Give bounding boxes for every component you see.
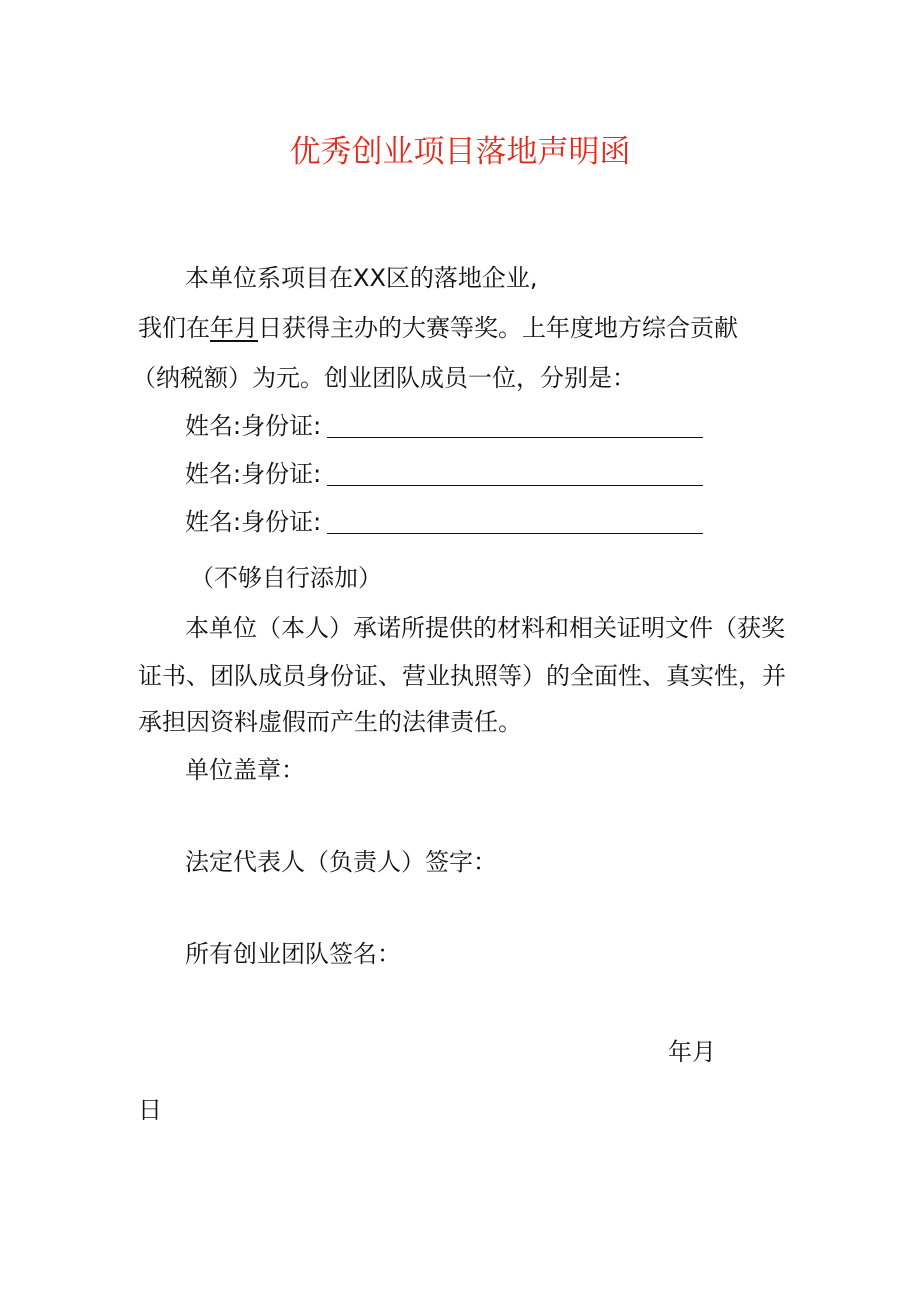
add-more-note: （不够自行添加） bbox=[190, 564, 382, 592]
member-blank-line bbox=[327, 461, 703, 486]
intro-line-1: 本单位系项目在XX区的落地企业, bbox=[185, 264, 538, 292]
award-date-ym: 年月 bbox=[210, 314, 258, 342]
date-year-month: 年月 bbox=[668, 1038, 716, 1066]
member-row bbox=[185, 458, 703, 490]
promise-line-2: 证书、团队成员身份证、营业执照等）的全面性、真实性，并 bbox=[138, 662, 786, 690]
intro-line-3: （纳税额）为元。创业团队成员一位，分别是： bbox=[132, 364, 636, 392]
intro-line-2-b: 日获得主办的大赛等奖。上年度地方综合贡献 bbox=[258, 314, 738, 342]
member-label: 姓名:身份证: bbox=[185, 412, 322, 440]
intro-line-2 bbox=[138, 312, 738, 344]
member-label: 姓名:身份证: bbox=[185, 460, 322, 488]
team-sign-label: 所有创业团队签名： bbox=[185, 940, 401, 968]
date-day: 日 bbox=[138, 1096, 162, 1124]
member-blank-line bbox=[327, 509, 703, 534]
promise-line-3: 承担因资料虚假而产生的法律责任。 bbox=[138, 708, 522, 736]
member-label: 姓名:身份证: bbox=[185, 508, 322, 536]
member-blank-line bbox=[327, 413, 703, 438]
intro-line-2-a: 我们在 bbox=[138, 314, 210, 342]
legal-rep-sign-label: 法定代表人（负责人）签字： bbox=[185, 848, 497, 876]
promise-line-1: 本单位（本人）承诺所提供的材料和相关证明文件（获奖 bbox=[185, 614, 785, 642]
document-title: 优秀创业项目落地声明函 bbox=[289, 134, 631, 170]
seal-label: 单位盖章： bbox=[185, 756, 305, 784]
member-row bbox=[185, 410, 703, 442]
member-row bbox=[185, 506, 703, 538]
